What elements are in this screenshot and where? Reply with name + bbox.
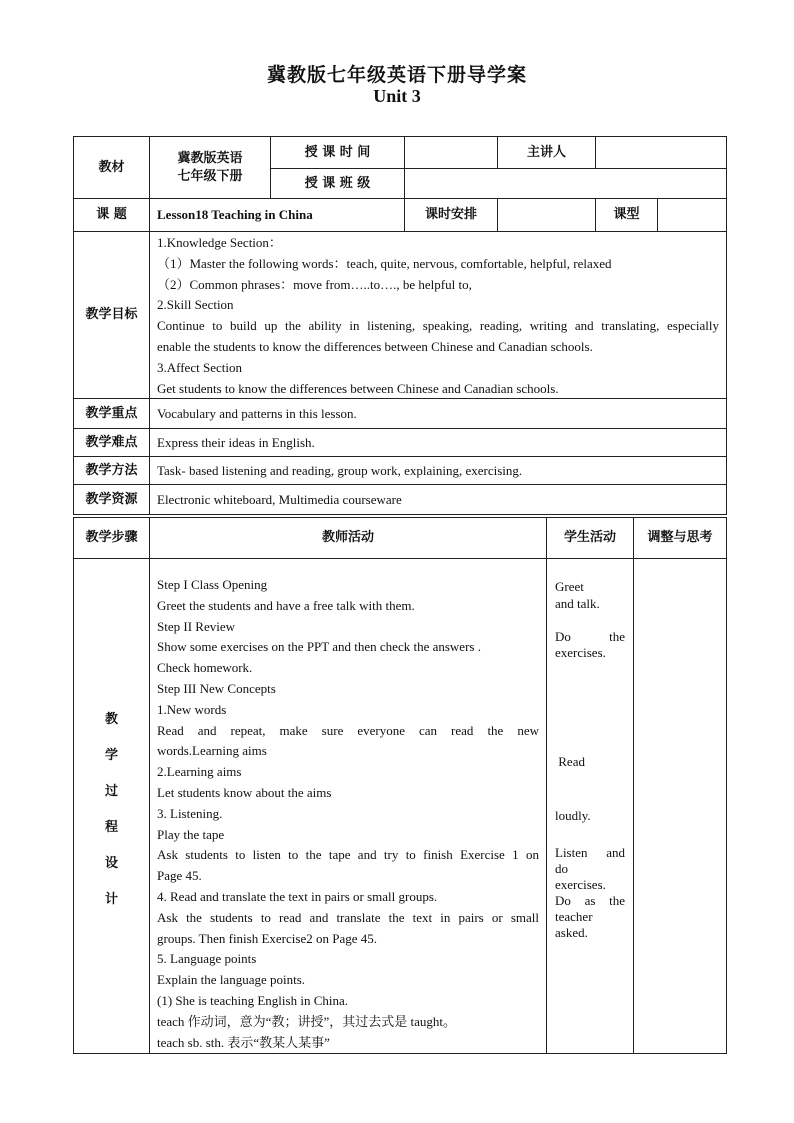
page-title: 冀教版七年级英语下册导学案 (266, 64, 527, 86)
key-points-label: 教学重点 (73, 398, 150, 429)
speaker-value (595, 136, 727, 169)
class-value (404, 168, 727, 199)
period-label: 课时安排 (404, 198, 498, 232)
resources-label: 教学资源 (73, 484, 150, 515)
methods-label: 教学方法 (73, 456, 150, 485)
student-activity-header: 学生活动 (546, 517, 634, 559)
resources-value: Electronic whiteboard, Multimedia courseware (149, 484, 727, 515)
period-value (497, 198, 596, 232)
reflection-header: 调整与思考 (633, 517, 727, 559)
speaker-label: 主讲人 (497, 136, 596, 169)
material-value: 冀教版英语 七年级下册 (149, 136, 271, 199)
steps-header: 教学步骤 (73, 517, 150, 559)
teacher-activity-header: 教师活动 (149, 517, 547, 559)
goals-label: 教学目标 (73, 231, 150, 399)
teacher-activity-content: Step I Class Opening Greet the students and have a free talk with them. Step II Review Show some exercises on the PPT and then check the answers . Check homework. Step III New Concepts 1.New words Read and repeat, make sure everyone can read the new words.Learning aims 2.Learning aims Let students know about the aims 3. Listening. Play the tape Ask students to listen to the tape and try to finish Exercise 1 on Page 45. 4. Read and translate the text in pairs or small groups. Ask the students to read and translate the text in pairs or small groups. Then finish Exercise2 on Page 45. 5. Language points Explain the language points. (1) She is teaching English in China. teach 作动词，意为“教；讲授”，其过去式是 taught。 teach sb. sth. 表示“教某人某事” (149, 558, 547, 1054)
student-block-listen: Listen and do exercises. Do as the teacher asked. (555, 845, 625, 940)
process-vertical-label: 教 学 过 程 设 计 (73, 558, 150, 1054)
goals-content: 1.Knowledge Section： （1）Master the following words：teach, quite, nervous, comfortable, helpful, relaxed （2）Common phrases：move from…..to…., be helpful to, 2.Skill Section Continue to build up the ability in listening, speaking, reading, writing and translating, especially enable the students to know the differences between Chinese and Canadian schools. 3.Affect Section Get students to know the differences between Chinese and Canadian schools. (149, 231, 727, 399)
topic-value: Lesson18 Teaching in China (149, 198, 405, 232)
student-block-greet: Greet and talk. (555, 579, 600, 611)
lesson-type-value (657, 198, 727, 232)
methods-value: Task- based listening and reading, group work, explaining, exercising. (149, 456, 727, 485)
difficulties-label: 教学难点 (73, 428, 150, 457)
key-points-value: Vocabulary and patterns in this lesson. (149, 398, 727, 429)
reflection-content (633, 558, 727, 1054)
teaching-time-label: 授 课 时 间 (270, 136, 405, 169)
unit-title: Unit 3 (373, 86, 421, 106)
lesson-type-label: 课型 (595, 198, 658, 232)
teaching-time-value (404, 136, 498, 169)
topic-label: 课 题 (73, 198, 150, 232)
difficulties-value: Express their ideas in English. (149, 428, 727, 457)
student-block-exercises: Do the exercises. (555, 629, 625, 660)
student-activity-content (546, 558, 634, 1054)
class-label: 授 课 班 级 (270, 168, 405, 199)
material-label: 教材 (73, 136, 150, 199)
student-block-read: Read loudly. (555, 754, 591, 823)
